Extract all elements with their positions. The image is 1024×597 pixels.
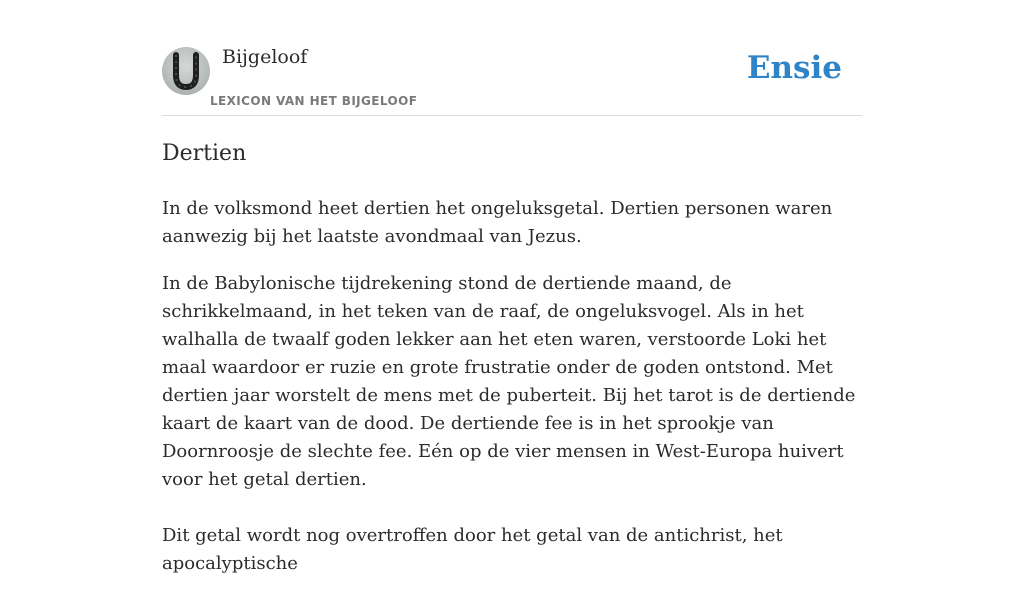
header	[162, 0, 862, 116]
horseshoe-icon	[162, 47, 210, 95]
brand-logo[interactable]: Ensie	[746, 50, 842, 86]
article-title: Dertien	[162, 141, 247, 166]
article-paragraph: Dit getal wordt nog overtroffen door het getal van de antichrist, het apocalyptische	[162, 525, 783, 574]
lexicon-subtitle: LEXICON VAN HET BIJGELOOF	[210, 94, 418, 108]
avatar[interactable]	[162, 47, 210, 95]
article-paragraph: In de Babylonische tijdrekening stond de dertiende maand, de schrikkelmaand, in het teken van de raaf, de ongeluksvogel. Als in het walhalla de twaalf goden lekker aan het eten waren, verstoorde Loki het maal waardoor er ruzie en grote frustratie onder de goden ontstond. Met dertien jaar worstelt de mens met de puberteit. Bij het tarot is de dertiende kaart de kaart van de dood. De dertiende fee is in het sprookje van Doornroosje de slechte fee. Eén op de vier mensen in West-Europa huivert voor het getal dertien.	[162, 273, 856, 490]
article-paragraph: In de volksmond heet dertien het ongeluksgetal. Dertien personen waren aanwezig bij het laatste avondmaal van Jezus.	[162, 198, 833, 247]
account-name[interactable]: Bijgeloof	[222, 46, 308, 68]
article	[162, 138, 866, 597]
